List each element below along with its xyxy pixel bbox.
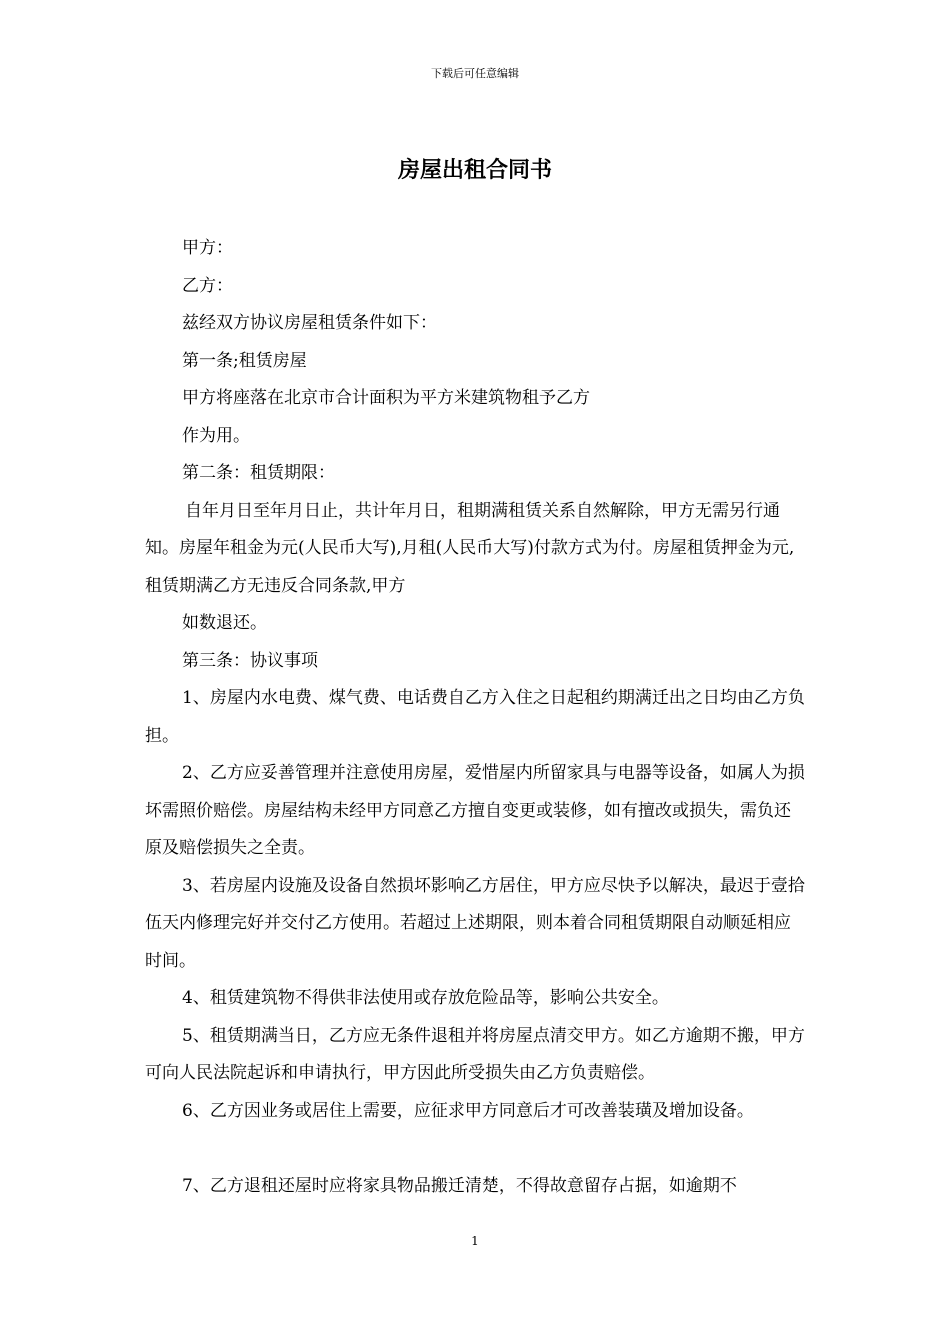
header-note: 下载后可任意编辑 [431, 67, 519, 80]
party-b-line: 乙方： [182, 275, 233, 296]
clause-2: 2、乙方应妥善管理并注意使用房屋，爱惜屋内所留家具与电器等设备，如属人为损坏需照价赔偿。房屋结构未经甲方同意乙方擅自变更或装修，如有擅改或损失，需负还原及赔偿损失之全责。 [145, 763, 805, 858]
article-2-text: 自年月日至年月日止，共计年月日，租期满租赁关系自然解除，甲方无需另行通知。房屋年租金为元(人民币大写),月租(人民币大写)付款方式为付。房屋租赁押金为元,租赁期满乙方无违反合同条款,甲方 [145, 500, 795, 596]
article-2-refund: 如数退还。 [182, 613, 267, 633]
clause-7: 7、乙方退租还屋时应将家具物品搬迁清楚，不得故意留存占据，如逾期不 [182, 1175, 737, 1196]
clause-4: 4、租赁建筑物不得供非法使用或存放危险品等，影响公共安全。 [182, 988, 669, 1008]
article-3-heading: 第三条：协议事项 [182, 650, 318, 671]
intro-paragraph: 兹经双方协议房屋租赁条件如下： [182, 313, 437, 333]
article-2-heading: 第二条：租赁期限： [182, 463, 335, 483]
clause-3: 3、若房屋内设施及设备自然损坏影响乙方居住，甲方应尽快予以解决，最迟于壹拾伍天内修理完好并交付乙方使用。若超过上述期限，则本着合同租赁期限自动顺延相应时间。 [145, 875, 805, 971]
clause-1: 1、房屋内水电费、煤气费、电话费自乙方入住之日起租约期满迁出之日均由乙方负担。 [145, 688, 805, 746]
party-a-line: 甲方： [182, 238, 233, 258]
clause-5: 5、租赁期满当日，乙方应无条件退租并将房屋点清交甲方。如乙方逾期不搬，甲方可向人民法院起诉和申请执行，甲方因此所受损失由乙方负责赔偿。 [145, 1025, 805, 1083]
article-1-heading: 第一条;租赁房屋 [182, 350, 307, 371]
document-title: 房屋出租合同书 [397, 157, 552, 183]
page-number: 1 [471, 1234, 479, 1248]
article-1-text: 甲方将座落在北京市合计面积为平方米建筑物租予乙方 [182, 388, 590, 408]
clause-6: 6、乙方因业务或居住上需要，应征求甲方同意后才可改善装璜及增加设备。 [182, 1100, 754, 1121]
article-1-usage: 作为用。 [182, 425, 250, 446]
paragraph-gap [145, 1130, 805, 1168]
contract-body [145, 230, 805, 1205]
